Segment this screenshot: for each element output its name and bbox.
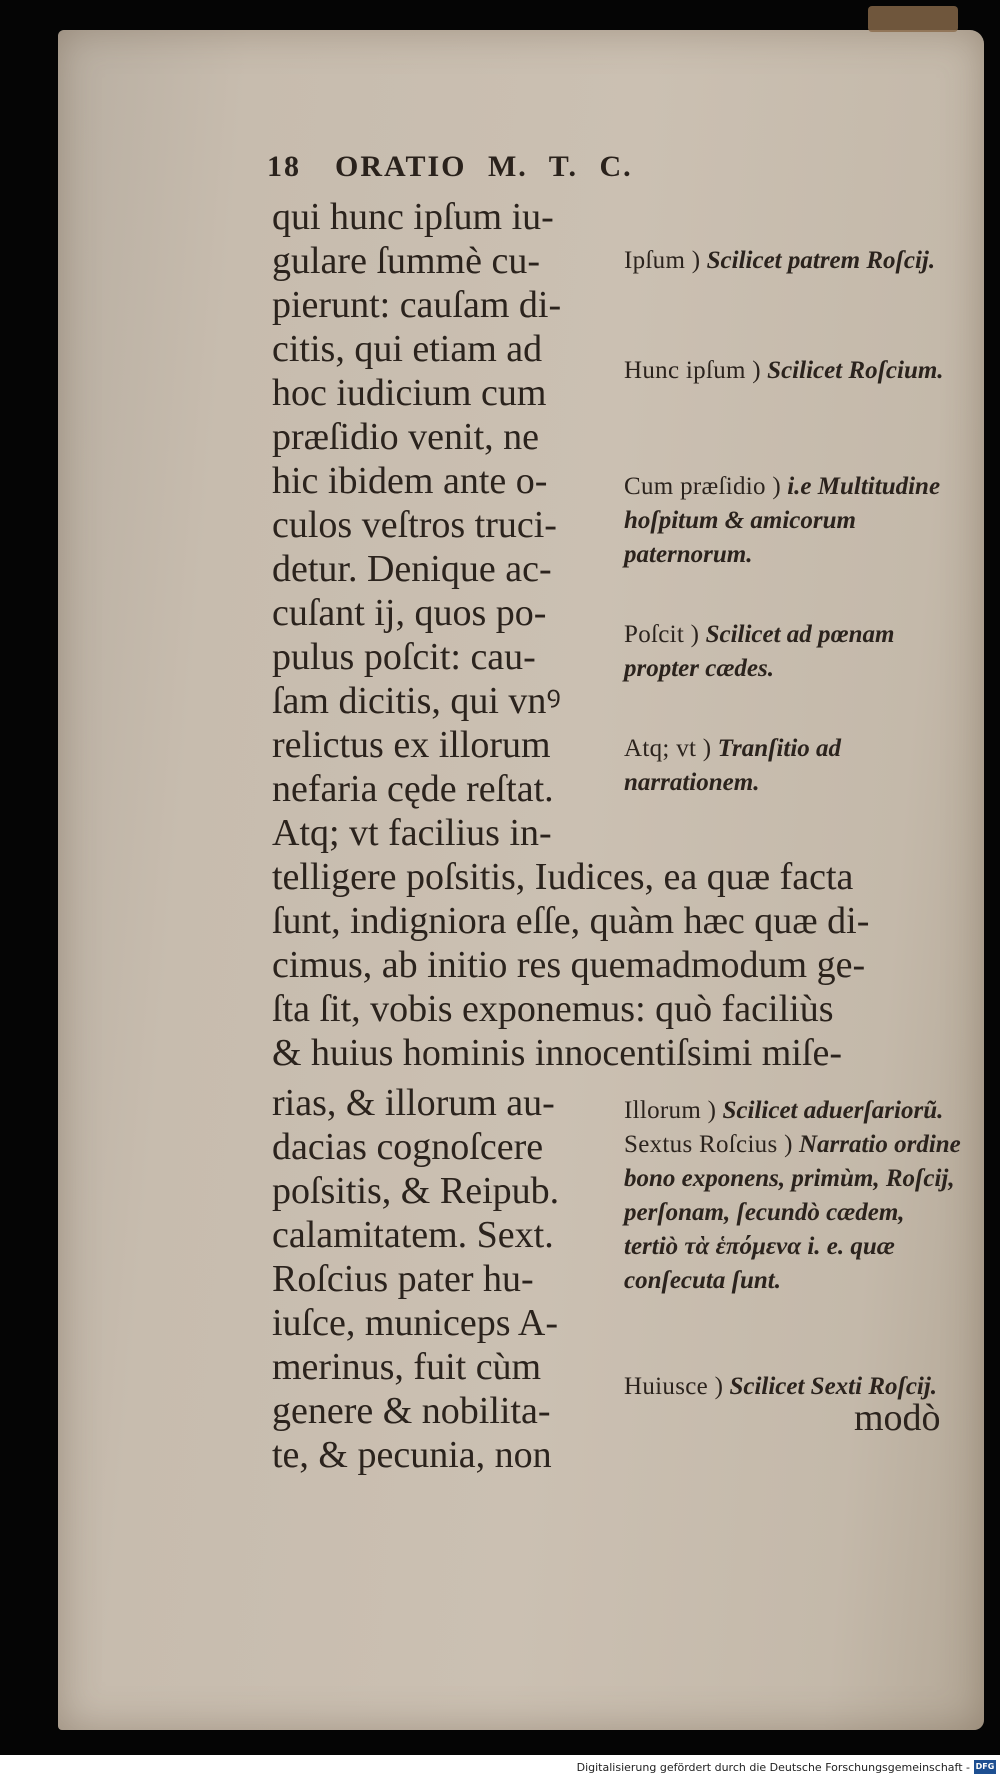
page-number: 18 xyxy=(267,150,301,183)
note-lemma: Poſcit ) xyxy=(624,621,700,648)
text-line: cuſant ij, quos po- xyxy=(272,592,547,634)
text-line: detur. Denique ac- xyxy=(272,548,552,590)
marginal-note xyxy=(624,618,964,686)
marginal-note xyxy=(624,244,964,278)
text-line: pierunt: cauſam di- xyxy=(272,284,562,326)
text-line: relictus ex illorum xyxy=(272,724,551,766)
text-line: pulus poſcit: cau- xyxy=(272,636,536,678)
text-line: ſta ſit, vobis exponemus: quò faciliùs xyxy=(272,988,834,1030)
text-line: ſunt, indigniora eſſe, quàm hæc quæ di- xyxy=(272,900,870,942)
library-stamp xyxy=(868,6,958,32)
note-lemma: Cum præſidio ) xyxy=(624,473,781,500)
running-header xyxy=(267,150,907,184)
note-lemma: Illorum ) xyxy=(624,1097,717,1124)
note-gloss: Narratio ordine bono exponens, primùm, Roſcij, perſonam, ſecundò cædem, tertiò τὰ ἑπόμενα i. e. quæ conſecuta ſunt. xyxy=(624,1131,961,1294)
text-line: poſsitis, & Reipub. xyxy=(272,1170,560,1212)
note-lemma: Huiusce ) xyxy=(624,1373,724,1400)
text-line: culos veſtros truci- xyxy=(272,504,557,546)
text-line: dacias cognoſcere xyxy=(272,1126,544,1168)
text-line: Roſcius pater hu- xyxy=(272,1258,534,1300)
note-gloss: Scilicet Sexti Roſcij. xyxy=(729,1373,938,1400)
running-title: ORATIO M. T. C. xyxy=(335,150,633,183)
text-line: Atq; vt facilius in- xyxy=(272,812,552,854)
text-line: ſam dicitis, qui vnꝰ xyxy=(272,680,561,722)
text-line: cimus, ab initio res quemadmodum ge- xyxy=(272,944,866,986)
note-gloss: Scilicet patrem Roſcij. xyxy=(706,247,936,274)
note-lemma: Ipſum ) xyxy=(624,247,701,274)
text-line: iuſce, municeps A- xyxy=(272,1302,558,1344)
note-gloss: Tranſitio ad narrationem. xyxy=(624,735,842,796)
note-gloss: Scilicet aduerſariorũ. xyxy=(722,1097,944,1124)
dfg-logo: DFG xyxy=(974,1760,996,1774)
text-line: qui hunc ipſum iu- xyxy=(272,196,554,238)
catchword: modò xyxy=(854,1397,941,1439)
text-line: calamitatem. Sext. xyxy=(272,1214,554,1256)
marginal-note xyxy=(624,470,964,572)
text-line: te, & pecunia, non xyxy=(272,1434,552,1476)
text-line: telligere poſsitis, Iudices, ea quæ facta xyxy=(272,856,854,898)
text-line: merinus, fuit cùm xyxy=(272,1346,542,1388)
note-gloss: i.e Multitudine hoſpitum & amicorum paternorum. xyxy=(624,473,941,568)
digitization-credit: Digitalisierung gefördert durch die Deutsche Forschungsgemeinschaft - xyxy=(576,1761,970,1774)
marginal-note xyxy=(624,1094,964,1298)
note-gloss: Scilicet ad pœnam propter cædes. xyxy=(624,621,895,682)
marginal-note xyxy=(624,354,964,388)
text-line: gulare ſummè cu- xyxy=(272,240,541,282)
text-line: hic ibidem ante o- xyxy=(272,460,548,502)
text-line: nefaria cęde reſtat. xyxy=(272,768,554,810)
text-line: rias, & illorum au- xyxy=(272,1082,555,1124)
text-line: hoc iudicium cum xyxy=(272,372,547,414)
note-lemma: Hunc ipſum ) xyxy=(624,357,761,384)
marginal-note xyxy=(624,732,964,800)
text-line: & huius hominis innocentiſsimi miſe- xyxy=(272,1032,842,1074)
note-lemma: Atq; vt ) xyxy=(624,735,712,762)
text-line: genere & nobilita- xyxy=(272,1390,551,1432)
text-line: citis, qui etiam ad xyxy=(272,328,543,370)
note-gloss: Scilicet Roſcium. xyxy=(767,357,944,384)
text-line: præſidio venit, ne xyxy=(272,416,540,458)
note-lemma: Sextus Roſcius ) xyxy=(624,1131,793,1158)
